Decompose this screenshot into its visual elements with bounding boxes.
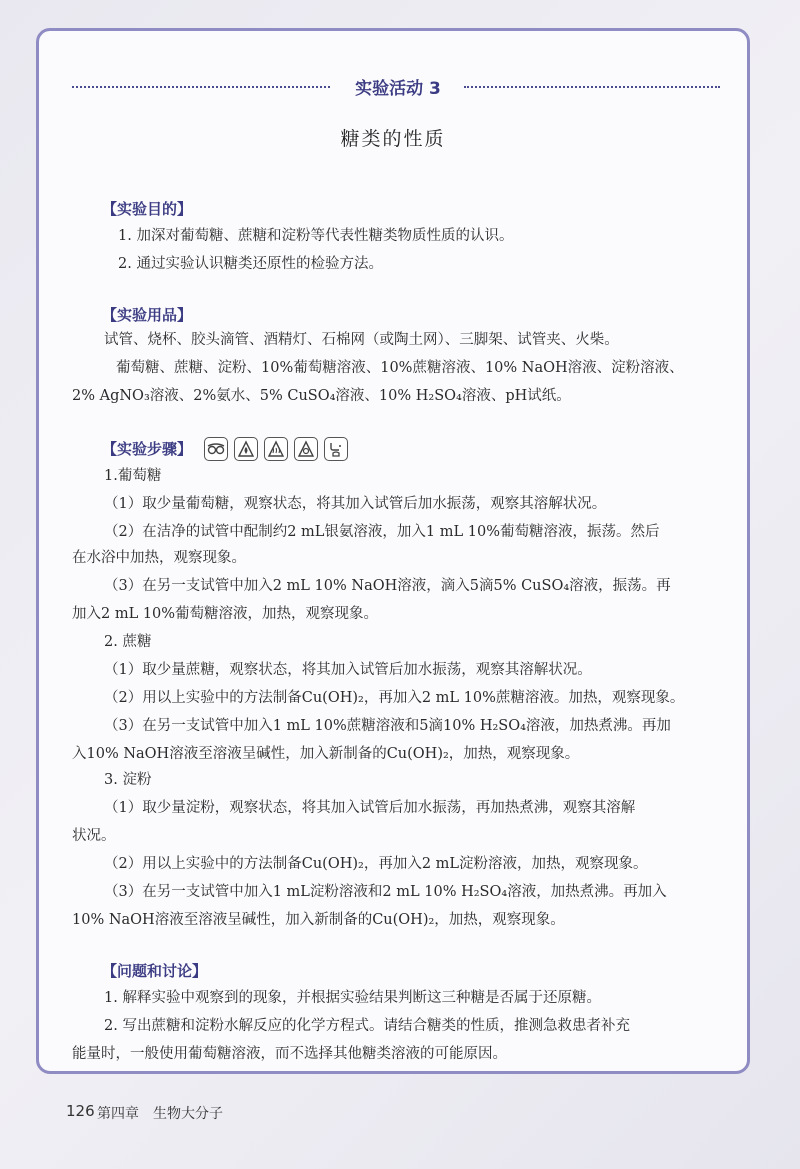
safety-icons [204,437,348,463]
page-title: 糖类的性质 [340,128,446,150]
steps-line-1: 1.葡萄糖 [104,468,162,484]
steps-line-17: 10% NaOH溶液至溶液呈碱性，加入新制备的Cu(OH)₂，加热，观察现象。 [72,912,565,928]
discussion-line-1: 1. 解释实验中观察到的现象，并根据实验结果判断这三种糖是否属于还原糖。 [104,990,601,1006]
steps-line-2: （1）取少量葡萄糖，观察状态，将其加入试管后加水振荡，观察其溶解状况。 [104,496,607,512]
discussion-line-2: 2. 写出蔗糖和淀粉水解反应的化学方程式。请结合糖类的性质，推测急救患者补充 [104,1018,630,1034]
steps-line-15: （2）用以上实验中的方法制备Cu(OH)₂，再加入2 mL淀粉溶液，加热，观察现象。 [104,856,648,872]
discussion-line-3: 能量时，一般使用葡萄糖溶液，而不选择其他糖类溶液的可能原因。 [72,1046,507,1062]
purpose-line-1: 1. 加深对葡萄糖、蔗糖和淀粉等代表性糖类物质性质的认识。 [118,228,514,244]
activity-header [72,74,720,102]
section-heading-materials: 【实验用品】 [102,306,193,324]
chapter-label: 第四章 生物大分子 [97,1106,223,1122]
steps-line-6: 加入2 mL 10%葡萄糖溶液，加热，观察现象。 [72,606,379,622]
materials-line-1: 试管、烧杯、胶头滴管、酒精灯、石棉网（或陶土网）、三脚架、试管夹、火柴。 [104,332,619,348]
section-heading-steps: 【实验步骤】 [102,440,193,458]
steps-line-4: 在水浴中加热，观察现象。 [72,550,246,566]
flame-icon [234,437,258,461]
steps-line-9: （2）用以上实验中的方法制备Cu(OH)₂，再加入2 mL 10%蔗糖溶液。加热，观察现象。 [104,690,685,706]
hot-surface-icon [264,437,288,461]
caution-icon [294,437,318,461]
goggles-icon [204,437,228,461]
activity-title: 实验活动 3 [355,79,441,99]
dotted-rule-right [464,86,720,88]
dotted-rule-left [72,86,330,88]
materials-line-2: 葡萄糖、蔗糖、淀粉、10%葡萄糖溶液、10%蔗糖溶液、10% NaOH溶液、淀粉溶液、 [116,360,684,376]
steps-line-3: （2）在洁净的试管中配制约2 mL银氨溶液，加入1 mL 10%葡萄糖溶液，振荡。然后 [104,524,660,540]
steps-line-16: （3）在另一支试管中加入1 mL淀粉溶液和2 mL 10% H₂SO₄溶液，加热煮沸。再加入 [104,884,667,900]
steps-line-5: （3）在另一支试管中加入2 mL 10% NaOH溶液，滴入5滴5% CuSO₄溶液，振荡。再 [104,578,671,594]
materials-line-3: 2% AgNO₃溶液、2%氨水、5% CuSO₄溶液、10% H₂SO₄溶液、pH试纸。 [72,388,571,404]
steps-line-7: 2. 蔗糖 [104,634,152,650]
steps-line-13: （1）取少量淀粉，观察状态，将其加入试管后加水振荡，再加热煮沸，观察其溶解 [104,800,636,816]
steps-line-11: 入10% NaOH溶液至溶液呈碱性，加入新制备的Cu(OH)₂，加热，观察现象。 [72,746,580,762]
section-heading-purpose: 【实验目的】 [102,200,193,218]
steps-line-10: （3）在另一支试管中加入1 mL 10%蔗糖溶液和5滴10% H₂SO₄溶液，加热煮沸。再加 [104,718,671,734]
steps-line-8: （1）取少量蔗糖，观察状态，将其加入试管后加水振荡，观察其溶解状况。 [104,662,592,678]
section-heading-discussion: 【问题和讨论】 [102,962,208,980]
wash-hands-icon [324,437,348,461]
steps-line-14: 状况。 [72,828,116,844]
steps-line-12: 3. 淀粉 [104,772,152,788]
purpose-line-2: 2. 通过实验认识糖类还原性的检验方法。 [118,256,383,272]
page-number: 126 [66,1102,95,1120]
